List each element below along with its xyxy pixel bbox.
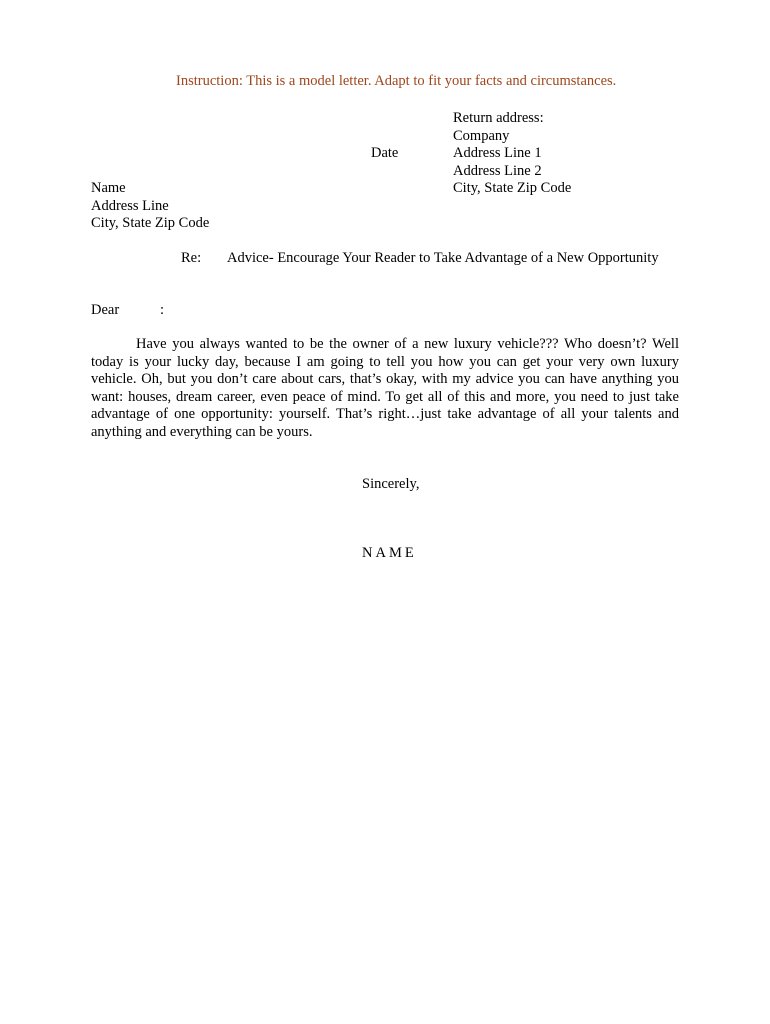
- re-label: Re:: [181, 250, 202, 266]
- return-address-city: City, State Zip Code: [453, 180, 572, 196]
- return-address-heading: Return address:: [453, 110, 544, 126]
- return-address-line2: Address Line 2: [453, 162, 542, 179]
- letter-body: [91, 336, 679, 442]
- recipient-address-line: Address Line: [91, 197, 169, 214]
- salutation-colon: :: [160, 302, 165, 318]
- return-address: [453, 110, 571, 198]
- instruction-note: Instruction: This is a model letter. Adapt to fit your facts and circumstances.: [176, 73, 617, 89]
- return-address-line1: Address Line 1: [453, 145, 542, 161]
- re-subject: Advice- Encourage Your Reader to Take Advantage of a New Opportunity: [227, 250, 659, 266]
- closing: Sincerely,: [362, 476, 420, 492]
- recipient-name: Name: [91, 180, 126, 196]
- return-address-company: Company: [453, 127, 510, 144]
- recipient-city: City, State Zip Code: [91, 215, 210, 231]
- letter-body-text: Have you always wanted to be the owner of a new luxury vehicle??? Who doesn’t? Well today is your lucky day, because I am going to tell you how you can get your very own luxury vehicle. Oh, but you don’t care about cars, that’s okay, with my advice you can have anything you want: houses, dream career, even peace of mind. To get all of this and more, you need to just take advantage of one opportunity: yourself. That’s right…just take advantage of all your talents and anything and everything can be yours.: [91, 336, 679, 440]
- salutation-dear: Dear: [91, 302, 120, 318]
- date-label: Date: [371, 145, 399, 161]
- signature-name: NAME: [362, 545, 417, 561]
- recipient-address: [91, 180, 209, 233]
